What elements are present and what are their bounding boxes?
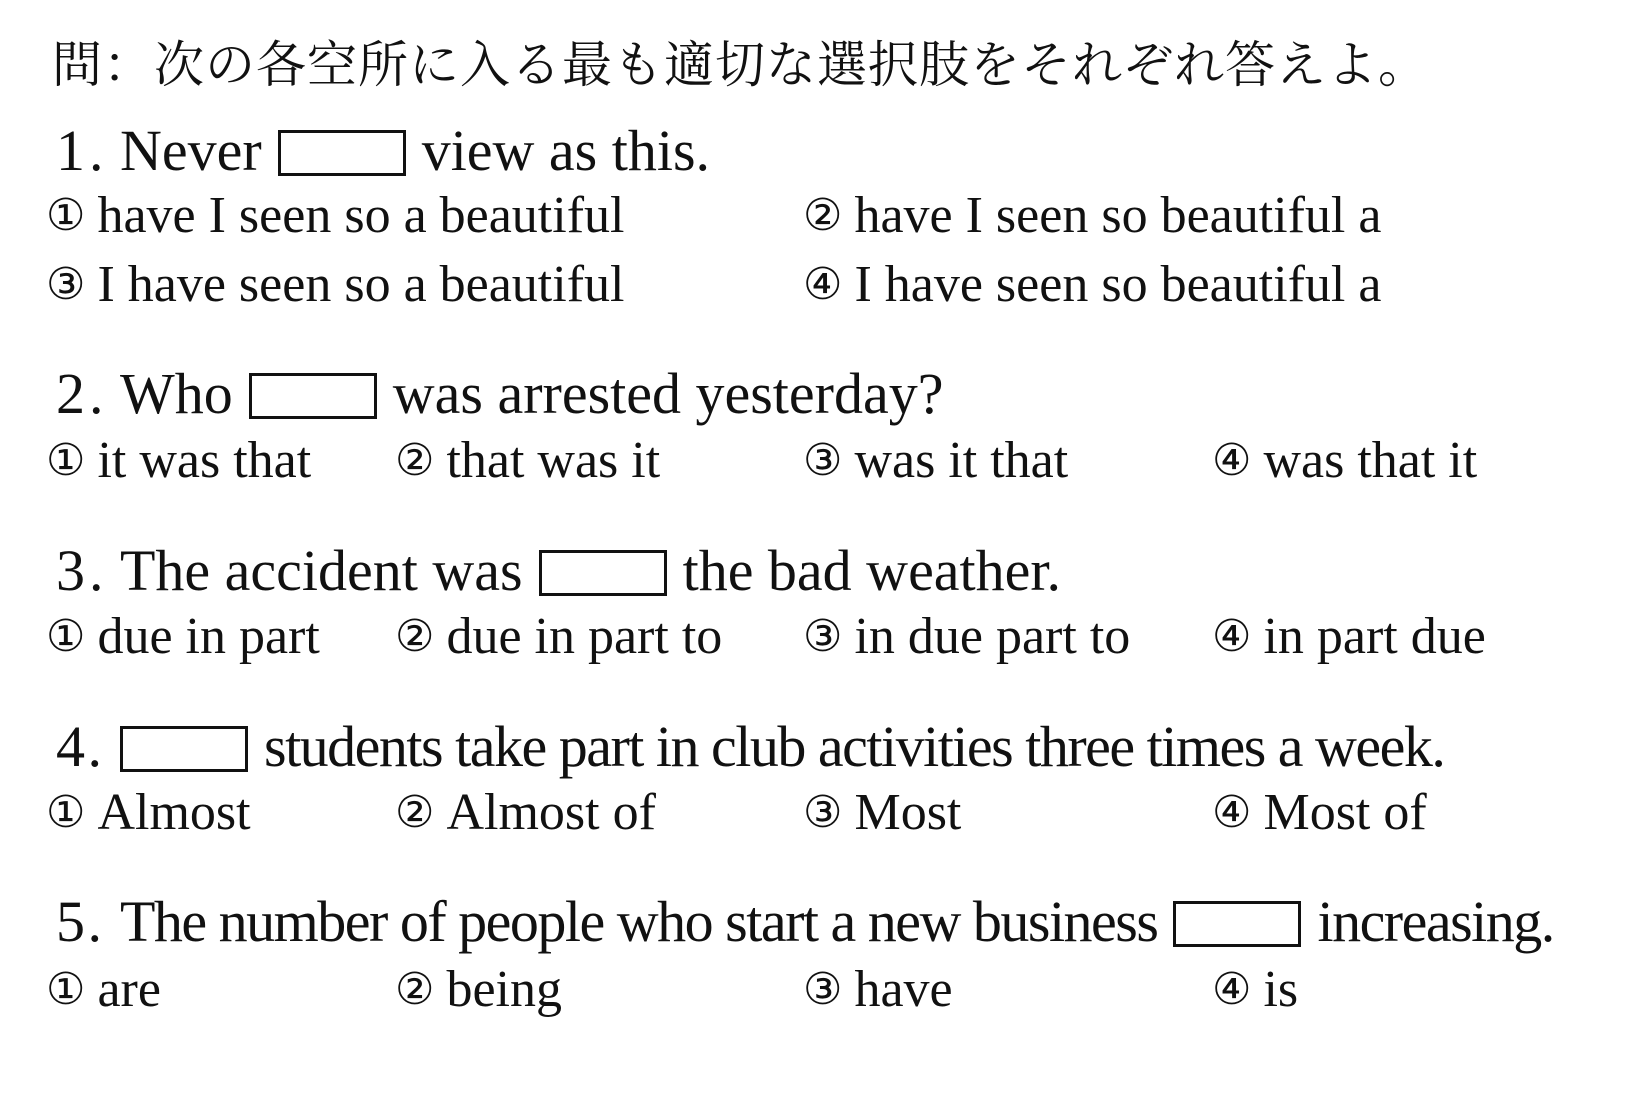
option-text: Most of [1263, 784, 1427, 841]
option-3-2 [395, 607, 722, 669]
option-1-1 [46, 186, 624, 248]
option-text: due in part to [446, 608, 723, 665]
option-text: I have seen so beautiful a [854, 256, 1382, 313]
question-text-after: students take part in club activities three times a week. [264, 714, 1445, 779]
option-5-4 [1212, 960, 1298, 1022]
option-mark: ① [46, 964, 86, 1015]
option-mark: ③ [46, 259, 86, 310]
option-1-2 [803, 186, 1381, 248]
option-text: Most [854, 784, 962, 841]
option-mark: ① [46, 190, 86, 241]
option-text: was that it [1263, 432, 1478, 489]
option-3-1 [46, 607, 320, 669]
option-5-2 [395, 960, 562, 1022]
answer-blank [1173, 901, 1301, 947]
option-4-1 [46, 783, 251, 845]
option-mark: ① [46, 787, 86, 838]
answer-blank [278, 130, 406, 176]
option-2-2 [395, 431, 660, 493]
question-text-before: The number of people who start a new business [120, 889, 1158, 954]
option-3-3 [803, 607, 1130, 669]
option-5-1 [46, 960, 161, 1022]
question-4 [56, 714, 1444, 780]
question-number: 4. [56, 714, 101, 779]
option-mark: ④ [1212, 964, 1252, 1015]
question-text-after: increasing. [1317, 889, 1554, 954]
option-text: are [97, 961, 161, 1018]
question-text-after: view as this. [421, 118, 711, 183]
question-number: 3. [56, 538, 104, 603]
question-1 [56, 118, 710, 184]
answer-blank [539, 550, 667, 596]
question-number: 5. [56, 889, 101, 954]
option-mark: ③ [803, 964, 843, 1015]
option-1-3 [46, 255, 624, 317]
option-mark: ④ [803, 259, 843, 310]
option-text: it was that [97, 432, 312, 489]
instruction-heading: 問：次の各空所に入る最も適切な選択肢をそれぞれ答えよ。 [52, 36, 1429, 94]
option-5-3 [803, 960, 953, 1022]
option-mark: ② [395, 435, 435, 486]
option-text: being [446, 961, 562, 1018]
option-text: was it that [854, 432, 1069, 489]
question-2 [56, 361, 943, 427]
question-text-before: Who [120, 361, 233, 426]
option-text: due in part [97, 608, 320, 665]
option-mark: ① [46, 611, 86, 662]
question-text-before: The accident was [120, 538, 523, 603]
answer-blank [249, 373, 377, 419]
option-mark: ② [803, 190, 843, 241]
option-text: have [854, 961, 953, 1018]
option-text: in part due [1263, 608, 1486, 665]
option-mark: ② [395, 611, 435, 662]
question-text-after: the bad weather. [682, 538, 1062, 603]
question-5 [56, 889, 1554, 955]
answer-blank [120, 726, 248, 772]
option-1-4 [803, 255, 1381, 317]
option-text: that was it [446, 432, 661, 489]
option-3-4 [1212, 607, 1486, 669]
option-text: is [1263, 961, 1299, 1018]
option-text: I have seen so a beautiful [97, 256, 625, 313]
option-mark: ④ [1212, 435, 1252, 486]
option-4-2 [395, 783, 656, 845]
option-mark: ③ [803, 611, 843, 662]
option-mark: ① [46, 435, 86, 486]
option-2-1 [46, 431, 311, 493]
option-text: in due part to [854, 608, 1131, 665]
option-text: Almost of [446, 784, 656, 841]
option-mark: ③ [803, 787, 843, 838]
option-mark: ③ [803, 435, 843, 486]
question-text-before: Never [120, 118, 262, 183]
option-mark: ④ [1212, 787, 1252, 838]
option-mark: ④ [1212, 611, 1252, 662]
question-number: 2. [56, 361, 104, 426]
option-2-3 [803, 431, 1068, 493]
question-3 [56, 538, 1061, 604]
option-text: have I seen so beautiful a [854, 187, 1382, 244]
question-number: 1. [56, 118, 104, 183]
option-2-4 [1212, 431, 1477, 493]
question-text-after: was arrested yesterday? [392, 361, 944, 426]
option-mark: ② [395, 964, 435, 1015]
option-mark: ② [395, 787, 435, 838]
option-text: Almost [97, 784, 251, 841]
option-4-3 [803, 783, 961, 845]
option-4-4 [1212, 783, 1427, 845]
option-text: have I seen so a beautiful [97, 187, 625, 244]
